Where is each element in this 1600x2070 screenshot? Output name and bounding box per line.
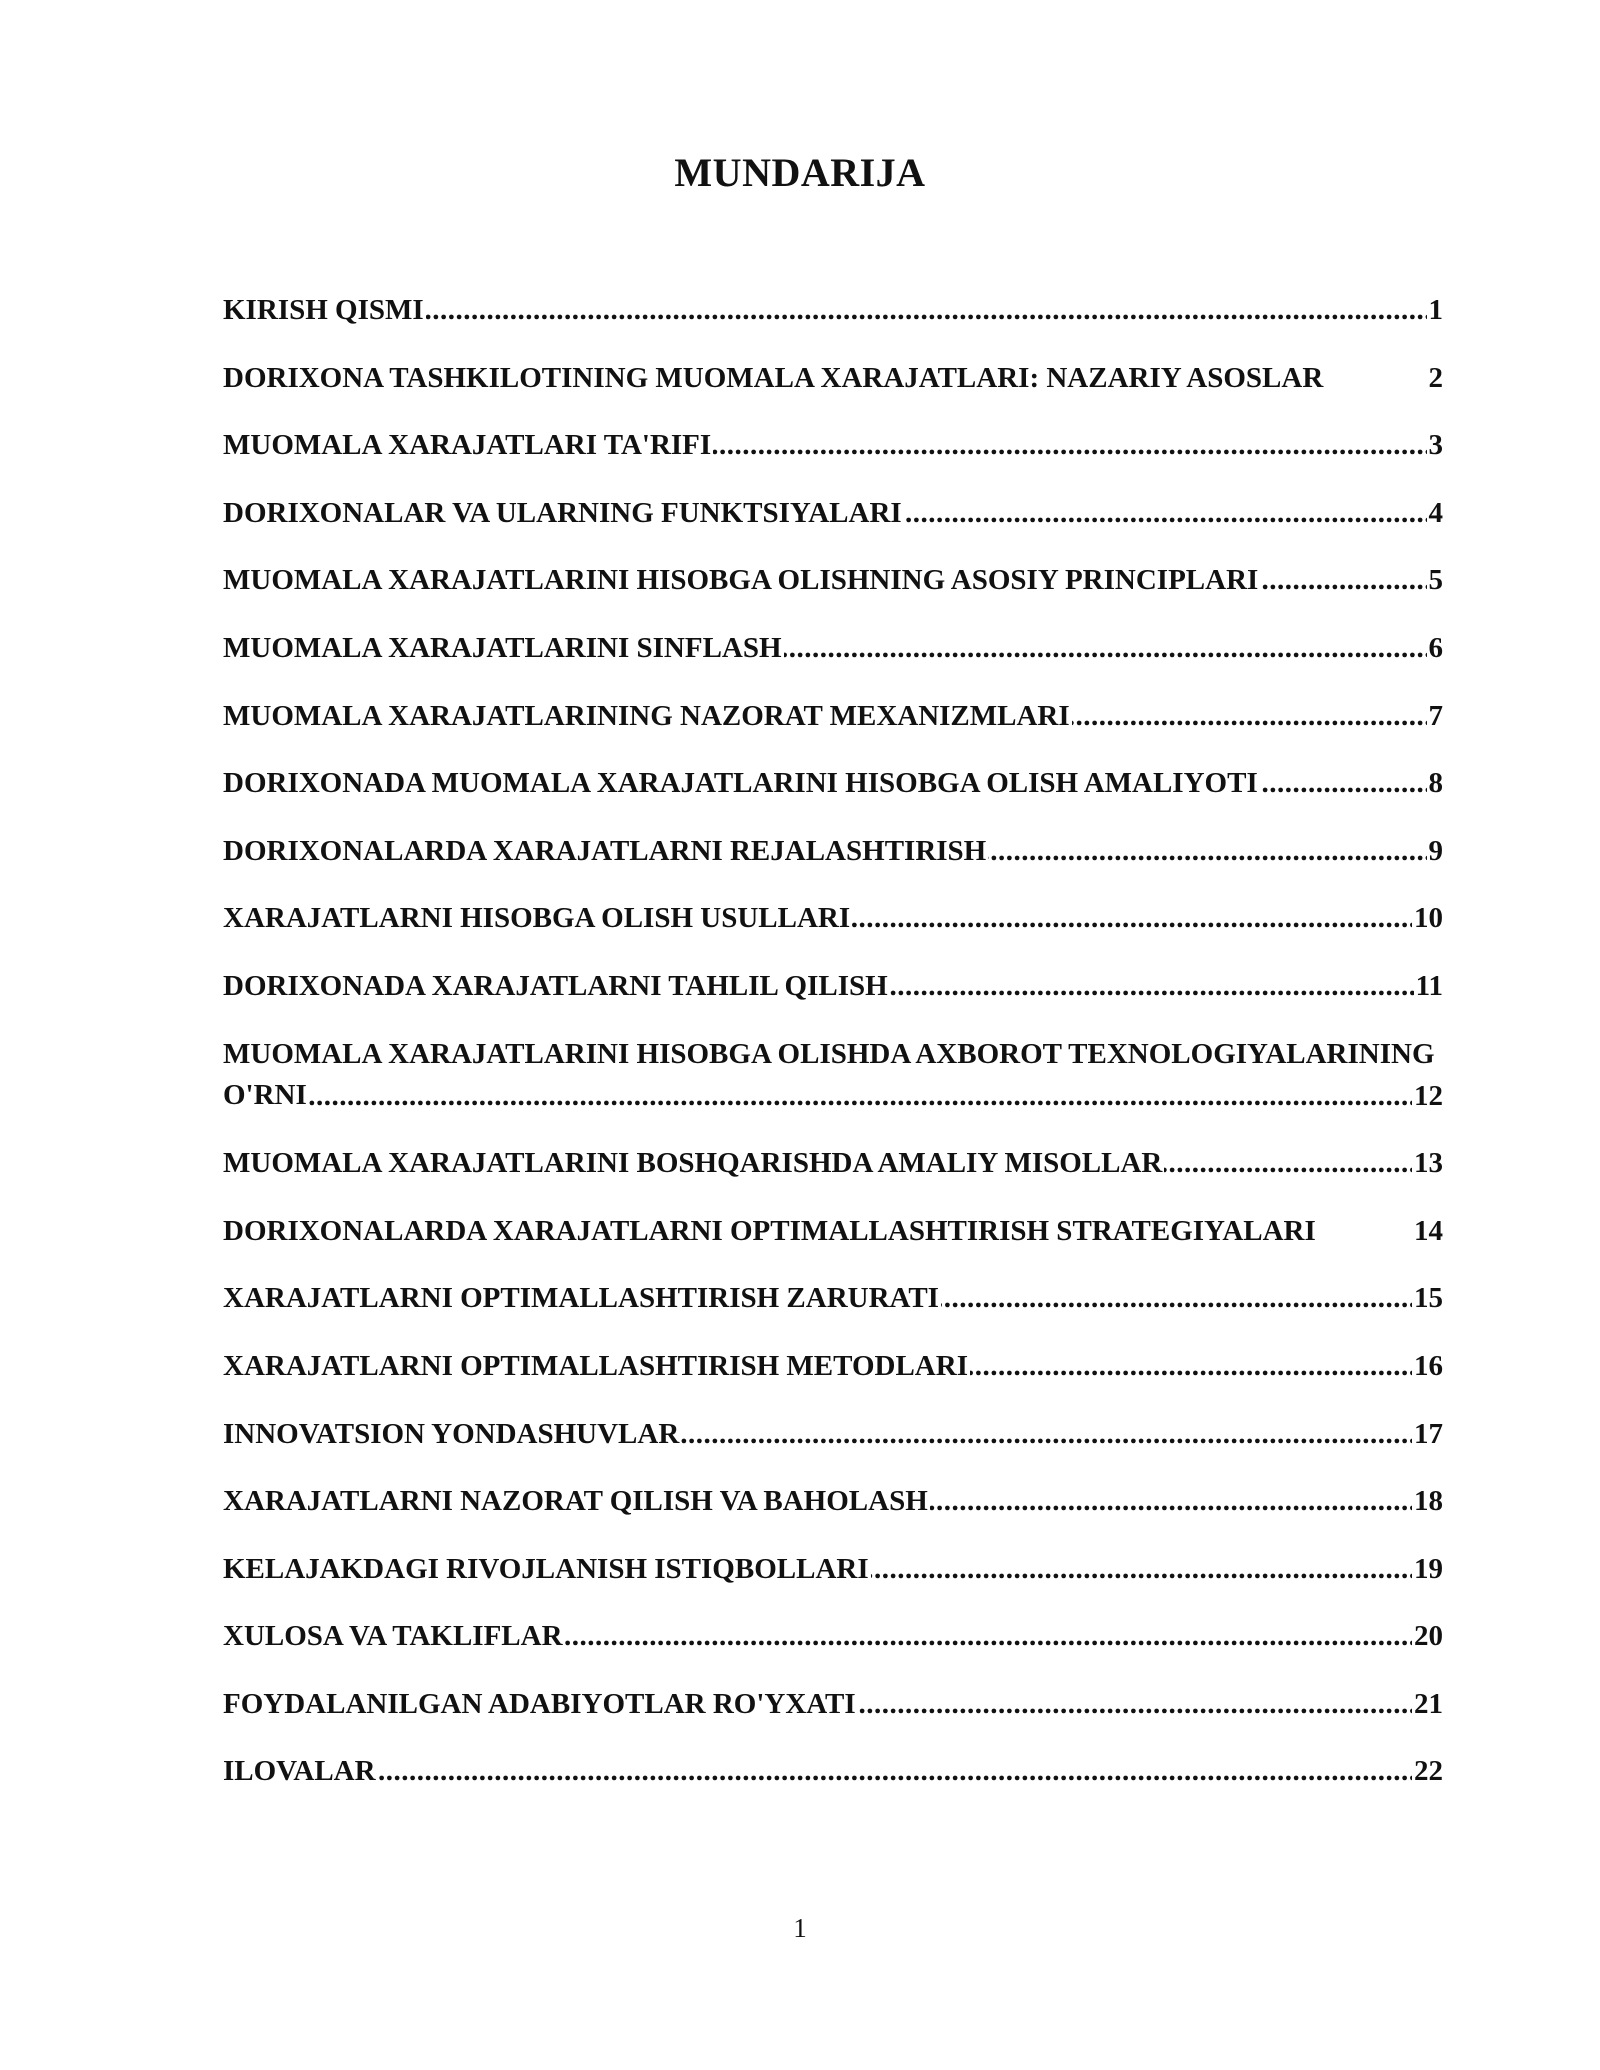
toc-leader-dots [223, 1076, 1443, 1116]
toc-entry[interactable] [223, 1034, 1443, 1116]
toc-entry-title: KELAJAKDAGI RIVOJLANISH ISTIQBOLLARI [223, 1552, 869, 1585]
toc-leader-dots [223, 1751, 1443, 1791]
toc-entry-title: MUOMALA XARAJATLARINI BOSHQARISHDA AMALIY MISOLLAR [223, 1147, 1163, 1180]
toc-entry-page: 3 [1427, 425, 1444, 465]
toc-entry-page: 5 [1427, 560, 1444, 600]
toc-entry-title: DORIXONA TASHKILOTINING MUOMALA XARAJATLARI: NAZARIY ASOSLAR [223, 361, 1324, 394]
toc-entry[interactable] [223, 628, 1443, 668]
toc-entry-title: MUOMALA XARAJATLARINI HISOBGA OLISHDA AXBOROT TEXNOLOGIYALARINING O'RNI [223, 1037, 1435, 1111]
toc-entry-page: 10 [1412, 898, 1443, 938]
toc-entry-title: INNOVATSION YONDASHUVLAR [223, 1417, 680, 1450]
toc-entry-title: DORIXONADA XARAJATLARNI TAHLIL QILISH [223, 969, 888, 1002]
table-of-contents [223, 290, 1443, 1819]
toc-entry[interactable] [223, 1278, 1443, 1318]
toc-entry-title: MUOMALA XARAJATLARINI HISOBGA OLISHNING ASOSIY PRINCIPLARI [223, 564, 1259, 597]
toc-entry-page: 20 [1412, 1616, 1443, 1656]
toc-entry[interactable] [223, 1684, 1443, 1724]
toc-entry-page: 4 [1427, 493, 1444, 533]
toc-entry-page: 12 [1412, 1076, 1443, 1116]
toc-entry[interactable] [223, 1414, 1443, 1454]
toc-entry-title: MUOMALA XARAJATLARINING NAZORAT MEXANIZMLARI [223, 699, 1070, 732]
toc-entry-title: ILOVALAR [223, 1755, 376, 1788]
toc-entry-title: FOYDALANILGAN ADABIYOTLAR RO'YXATI [223, 1687, 856, 1720]
toc-entry-title: DORIXONADA MUOMALA XARAJATLARINI HISOBGA OLISH AMALIYOTI [223, 767, 1258, 800]
toc-entry-title: XARAJATLARNI HISOBGA OLISH USULLARI [223, 902, 851, 935]
toc-entry-title: XARAJATLARNI OPTIMALLASHTIRISH METODLARI [223, 1349, 968, 1382]
toc-entry[interactable] [223, 1481, 1443, 1521]
toc-entry-page: 17 [1412, 1414, 1443, 1454]
toc-entry-page: 9 [1427, 831, 1444, 871]
toc-entry-title: DORIXONALAR VA ULARNING FUNKTSIYALARI [223, 496, 902, 529]
toc-entry[interactable] [223, 1549, 1443, 1589]
toc-entry[interactable] [223, 763, 1443, 803]
toc-entry-title: XARAJATLARNI OPTIMALLASHTIRISH ZARURATI [223, 1282, 939, 1315]
toc-entry-page: 21 [1412, 1684, 1443, 1724]
toc-entry[interactable] [223, 1751, 1443, 1791]
toc-entry-page: 14 [1412, 1211, 1443, 1251]
toc-entry[interactable] [223, 1616, 1443, 1656]
toc-entry-page: 13 [1412, 1143, 1443, 1183]
toc-entry-title: DORIXONALARDA XARAJATLARNI OPTIMALLASHTIRISH STRATEGIYALARI [223, 1214, 1316, 1247]
toc-entry[interactable] [223, 425, 1443, 465]
toc-entry-title: KIRISH QISMI [223, 294, 424, 326]
toc-entry[interactable] [223, 966, 1443, 1006]
toc-entry-page: 15 [1412, 1278, 1443, 1318]
toc-entry-page: 22 [1412, 1751, 1443, 1791]
page-title: MUNDARIJA [674, 150, 926, 195]
toc-entry-title: DORIXONALARDA XARAJATLARNI REJALASHTIRISH [223, 834, 987, 867]
toc-entry[interactable] [223, 493, 1443, 533]
toc-entry[interactable] [223, 898, 1443, 938]
toc-entry-page: 19 [1412, 1549, 1443, 1589]
toc-entry[interactable] [223, 831, 1443, 871]
toc-entry-page: 7 [1427, 696, 1444, 736]
toc-entry-page: 11 [1414, 966, 1443, 1006]
toc-entry-title: MUOMALA XARAJATLARINI SINFLASH [223, 631, 782, 664]
page-number: 1 [793, 1913, 807, 1943]
toc-entry[interactable] [223, 358, 1443, 398]
toc-entry[interactable] [223, 1211, 1443, 1251]
toc-entry-page: 18 [1412, 1481, 1443, 1521]
toc-entry[interactable] [223, 1143, 1443, 1183]
toc-entry[interactable] [223, 290, 1443, 330]
toc-entry[interactable] [223, 1346, 1443, 1386]
toc-entry-page: 1 [1427, 290, 1444, 330]
toc-entry[interactable] [223, 696, 1443, 736]
toc-entry-page: 6 [1427, 628, 1444, 668]
toc-entry-page: 2 [1427, 358, 1444, 398]
toc-entry-page: 8 [1427, 763, 1444, 803]
toc-entry-title: MUOMALA XARAJATLARI TA'RIFI [223, 429, 712, 462]
toc-entry-title: XARAJATLARNI NAZORAT QILISH VA BAHOLASH [223, 1485, 928, 1518]
toc-entry-page: 16 [1412, 1346, 1443, 1386]
toc-entry-title: XULOSA VA TAKLIFLAR [223, 1620, 563, 1653]
toc-entry[interactable] [223, 560, 1443, 600]
